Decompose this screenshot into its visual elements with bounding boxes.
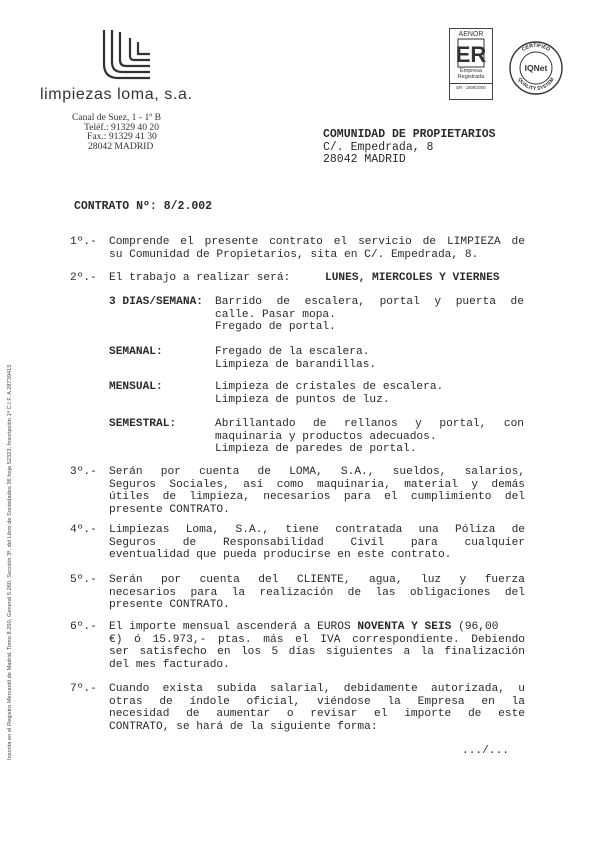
city-line: 28042 MADRID xyxy=(88,140,154,152)
clause-line: eventualidad que pueda producirse en este contrato. xyxy=(109,549,452,562)
clause-2-number: 2º.- xyxy=(70,272,97,284)
aenor-label: AENOR xyxy=(458,31,484,38)
clause-line: presente CONTRATO. xyxy=(109,599,230,612)
clause-line: su Comunidad de Propietarios, sita en C/. Empedrada, 8. xyxy=(109,248,479,261)
iqnet-label: IQNet xyxy=(524,63,548,73)
schedule-line: Abrillantado de rellanos y portal, con xyxy=(215,418,524,430)
phone-line: Teléf.: 91329 40 20 xyxy=(84,121,159,133)
fax-line: Fax.: 91329 41 30 xyxy=(87,131,157,143)
svg-text:ER: ER xyxy=(455,42,487,67)
schedule-desc xyxy=(215,418,524,456)
recipient-name: COMUNIDAD DE PROPIETARIOS xyxy=(323,128,496,141)
clause-2-intro: El trabajo a realizar será: xyxy=(109,272,291,284)
schedule-desc xyxy=(215,296,524,334)
clause-line: Seguros Sociales, así como maquinaria, material y demás xyxy=(109,478,525,491)
clause-5-number: 5º.- xyxy=(70,574,97,586)
schedule-line: Limpieza de paredes de portal. xyxy=(215,443,417,456)
clause-7-text xyxy=(109,683,525,733)
company-logo-icon xyxy=(90,26,158,84)
schedule-line: maquinaria y productos adecuados. xyxy=(215,430,437,443)
aenor-badge xyxy=(449,28,493,100)
company-name: limpiezas loma, s.a. xyxy=(40,86,193,103)
clause-5-text xyxy=(109,574,525,612)
clause-line: ser satisfecho en los 5 días siguientes a la finalización xyxy=(109,646,525,659)
clause-line: Limpiezas Loma, S.A., tiene contratada una Póliza de xyxy=(109,524,525,536)
amount-figure: (96,00 xyxy=(451,621,499,633)
clause-line: Cuando exista subida salarial, debidamente autorizada, u xyxy=(109,683,525,695)
clause-3-text xyxy=(109,466,525,516)
registry-note: Inscrita en el Registro Mercantil de Madrid, Tomo 8.250, General 5.260, Sección 3ª, del Libro de Sociedades 36 hoja 52323, Inscripción 1ª C.I.F. A 28739415 xyxy=(7,364,13,760)
amount-words: NOVENTA Y SEIS xyxy=(357,621,452,633)
schedule-label: SEMANAL: xyxy=(109,346,163,358)
clause-4-text xyxy=(109,524,525,562)
continuation-mark: .../... xyxy=(462,745,509,757)
iqnet-ring-bottom: QUALITY SYSTEM xyxy=(516,76,556,93)
clause-line: necesarios para la realización de las obligaciones del xyxy=(109,586,525,599)
recipient-city: 28042 MADRID xyxy=(323,153,406,167)
schedule-label: MENSUAL: xyxy=(109,381,163,393)
clause-6-text xyxy=(109,621,525,671)
clause-7-number: 7º.- xyxy=(70,683,97,695)
schedule-line: Fregado de la escalera. xyxy=(215,346,370,358)
clause-line: €) ó 15.973,- ptas. más el IVA correspondiente. Debiendo xyxy=(109,633,525,646)
clause-line: del mes facturado. xyxy=(109,658,230,671)
clause-2-days: LUNES, MIERCOLES Y VIERNES xyxy=(325,272,500,284)
contract-label: CONTRATO Nº: xyxy=(74,200,157,213)
schedule-label: SEMESTRAL: xyxy=(109,418,177,430)
recipient-street: C/. Empedrada, 8 xyxy=(323,140,434,154)
contract-heading xyxy=(74,201,212,214)
schedule-line: Fregado de portal. xyxy=(215,321,336,334)
clause-line: Seguros de Responsabilidad Civil para cualquier xyxy=(109,536,525,549)
clause-line: Comprende el presente contrato el servicio de LIMPIEZA de xyxy=(109,236,525,248)
schedule-line: Limpieza de cristales de escalera. xyxy=(215,381,444,393)
schedule-line: calle. Pasar mopa. xyxy=(215,308,336,321)
clause-line: presente CONTRATO. xyxy=(109,503,230,516)
schedule-line: Barrido de escalera, portal y puerta de xyxy=(215,296,524,308)
clause-line: necesidad de aumentar o revisar el importe de este xyxy=(109,708,525,721)
aenor-line1: Empresa xyxy=(459,68,482,74)
clause-1-number: 1º.- xyxy=(70,236,97,248)
amount-intro: El importe mensual ascenderá a EUROS xyxy=(109,621,358,633)
clause-line: CONTRATO, se hará de la siguiente forma: xyxy=(109,720,378,733)
clause-1-text xyxy=(109,236,525,261)
clause-line: otras de índole oficial, viéndose la Empresa en la xyxy=(109,695,525,708)
aenor-code: ER - 1808/2000 xyxy=(450,83,492,91)
recipient-block xyxy=(323,129,496,167)
iqnet-ring-top: CERTIFIED xyxy=(521,42,551,53)
clause-6-first-line xyxy=(109,621,525,634)
schedule-label: 3 DIAS/SEMANA: xyxy=(109,296,203,308)
clause-2-text xyxy=(109,272,525,285)
clause-line: Serán por cuenta del CLIENTE, agua, luz y fuerza xyxy=(109,574,525,586)
clause-3-number: 3º.- xyxy=(70,466,97,478)
clause-6-number: 6º.- xyxy=(70,621,97,633)
er-logo-icon xyxy=(450,38,492,68)
schedule-line: Limpieza de puntos de luz. xyxy=(215,393,390,406)
address-line: Canal de Suez, 1 - 1º B xyxy=(72,112,162,123)
iqnet-badge-icon xyxy=(508,40,564,96)
clause-line: Serán por cuenta de LOMA, S.A., sueldos, salarios, xyxy=(109,466,525,478)
contract-number: 8/2.002 xyxy=(163,200,213,213)
clause-4-number: 4º.- xyxy=(70,524,97,536)
company-address xyxy=(72,113,161,151)
aenor-line2: Registrada xyxy=(457,74,485,80)
clause-line: útiles de limpieza, necesarios para el cumplimiento del xyxy=(109,491,525,504)
schedule-line: Limpieza de barandillas. xyxy=(215,358,377,371)
schedule-desc xyxy=(215,381,524,406)
schedule-desc xyxy=(215,346,524,371)
